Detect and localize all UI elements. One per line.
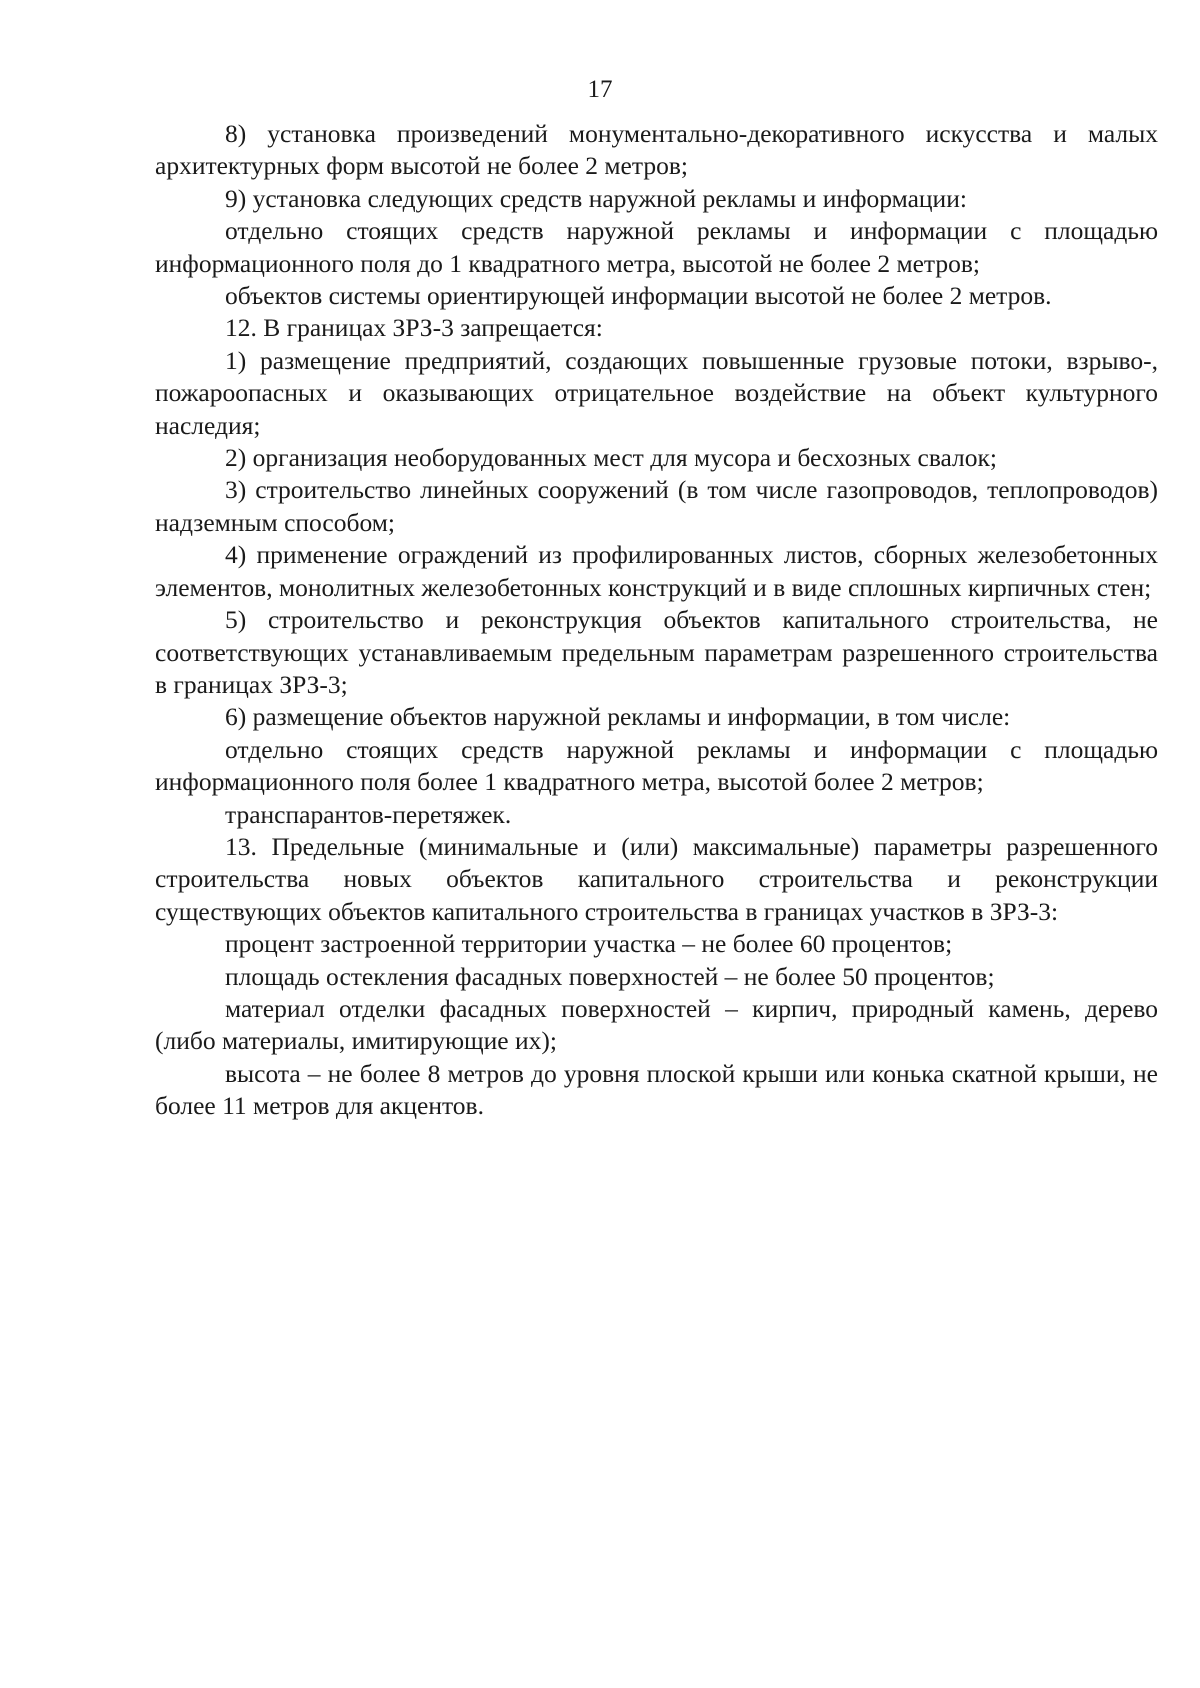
paragraph-item-4-fences: 4) применение ограждений из профилированных листов, сборных железобетонных элементов, монолитных железобетонных конструкций и в виде сплошных кирпичных стен; (155, 540, 1158, 602)
paragraph-height-limits: высота – не более 8 метров до уровня плоской крыши или конька скатной крыши, не более 11 метров для акцентов. (155, 1058, 1158, 1121)
paragraph-freestanding-ads-large: отдельно стоящих средств наружной рекламы и информации с площадью информационного поля более 1 квадратного метра, высотой более 2 метров; (155, 734, 1158, 797)
paragraph-orientation-info: объектов системы ориентирующей информации высотой не более 2 метров. (225, 281, 1052, 311)
paragraph-facade-material: материал отделки фасадных поверхностей – кирпич, природный камень, дерево (либо материалы, имитирующие их); (155, 993, 1158, 1056)
paragraph-item-5-construction: 5) строительство и реконструкция объектов капитального строительства, не соответствующих устанавливаемым предельным параметрам разрешенного строительства в границах ЗРЗ-3; (155, 605, 1158, 699)
paragraph-item-2-dumps: 2) организация необорудованных мест для мусора и бесхозных свалок; (225, 443, 998, 473)
paragraph-item-9-advertising: 9) установка следующих средств наружной рекламы и информации: (225, 183, 967, 213)
paragraph-glazing-percent: площадь остекления фасадных поверхностей – не более 50 процентов; (225, 961, 995, 991)
paragraph-section-13-heading: 13. Предельные (минимальные и (или) максимальные) параметры разрешенного строительства новых объектов капитального строительства и реконструкции существующих объектов капитального строительства в границах участков в ЗРЗ-3: (155, 831, 1158, 926)
paragraph-banners: транспарантов-перетяжек. (225, 799, 512, 829)
document-body (155, 118, 1158, 1123)
paragraph-item-1-enterprises: 1) размещение предприятий, создающих повышенные грузовые потоки, взрыво-, пожароопасных и оказывающих отрицательное воздействие на объект культурного наследия; (155, 345, 1158, 440)
paragraph-item-3-linear-structures: 3) строительство линейных сооружений (в том числе газопроводов, теплопроводов) надземным способом; (155, 475, 1158, 537)
paragraph-item-6-outdoor-ads: 6) размещение объектов наружной рекламы и информации, в том числе: (225, 702, 1011, 732)
page-number: 17 (587, 76, 613, 103)
paragraph-item-8-small-forms: 8) установка произведений монументально-декоративного искусства и малых архитектурных форм высотой не более 2 метров; (155, 119, 1158, 181)
paragraph-built-area-percent: процент застроенной территории участка – не более 60 процентов; (225, 929, 953, 959)
paragraph-freestanding-ads-small: отдельно стоящих средств наружной рекламы и информации с площадью информационного поля до 1 квадратного метра, высотой не более 2 метров; (155, 216, 1158, 278)
paragraph-section-12-heading: 12. В границах ЗРЗ-3 запрещается: (225, 313, 603, 343)
